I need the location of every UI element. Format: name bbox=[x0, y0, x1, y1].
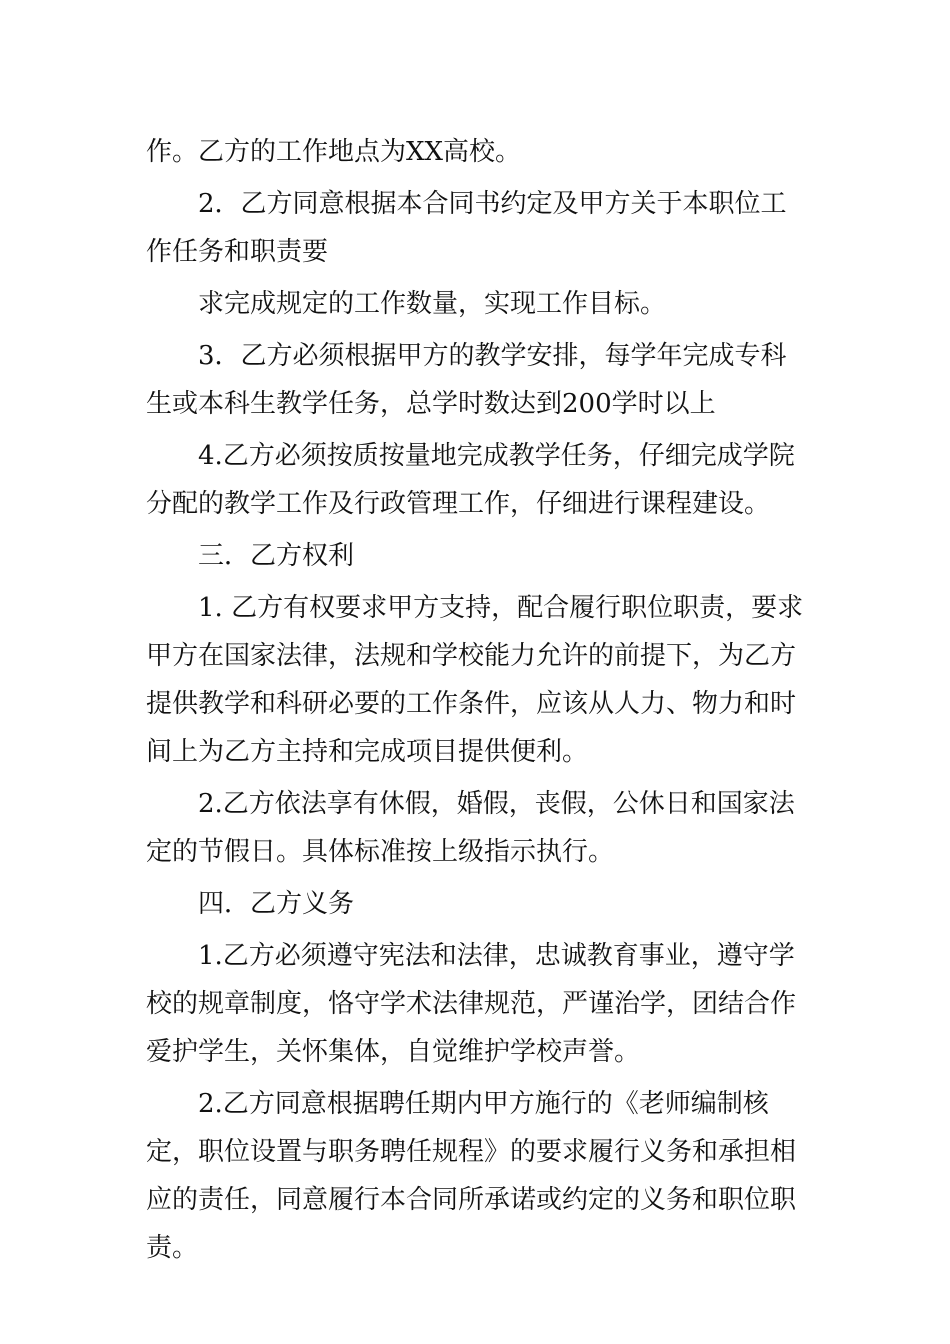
paragraph-right-2: 2.乙方依法享有休假，婚假，丧假，公休日和国家法定的节假日。具体标准按上级指示执行。 bbox=[146, 789, 795, 867]
paragraph-duty-2-continued: 求完成规定的工作数量，实现工作目标。 bbox=[198, 289, 667, 319]
paragraph-duty-4: 4.乙方必须按质按量地完成教学任务，仔细完成学院分配的教学工作及行政管理工作，仔细进行课程建设。 bbox=[146, 441, 795, 519]
paragraph-duty-3: 3．乙方必须根据甲方的教学安排，每学年完成专科生或本科生教学任务，总学时数达到200学时以上 bbox=[146, 341, 787, 419]
section-heading-rights: 三．乙方权利 bbox=[198, 541, 355, 571]
section-heading-obligations: 四．乙方义务 bbox=[198, 889, 355, 919]
paragraph-work-location: 作。乙方的工作地点为XX高校。 bbox=[146, 137, 522, 167]
paragraph-obligation-2: 2.乙方同意根据聘任期内甲方施行的《老师编制核定，职位设置与职务聘任规程》的要求履行义务和承担相应的责任，同意履行本合同所承诺或约定的义务和职位职责。 bbox=[146, 1089, 797, 1263]
paragraph-duty-2: 2．乙方同意根据本合同书约定及甲方关于本职位工作任务和职责要 bbox=[146, 189, 787, 267]
document-body bbox=[146, 128, 811, 1276]
paragraph-right-1: 1. 乙方有权要求甲方支持，配合履行职位职责，要求甲方在国家法律，法规和学校能力允许的前提下，为乙方提供教学和科研必要的工作条件，应该从人力、物力和时间上为乙方主持和完成项目提供便利。 bbox=[146, 593, 804, 767]
paragraph-obligation-1: 1.乙方必须遵守宪法和法律，忠诚教育事业，遵守学校的规章制度，恪守学术法律规范，严谨治学，团结合作爱护学生，关怀集体，自觉维护学校声誉。 bbox=[146, 941, 797, 1067]
